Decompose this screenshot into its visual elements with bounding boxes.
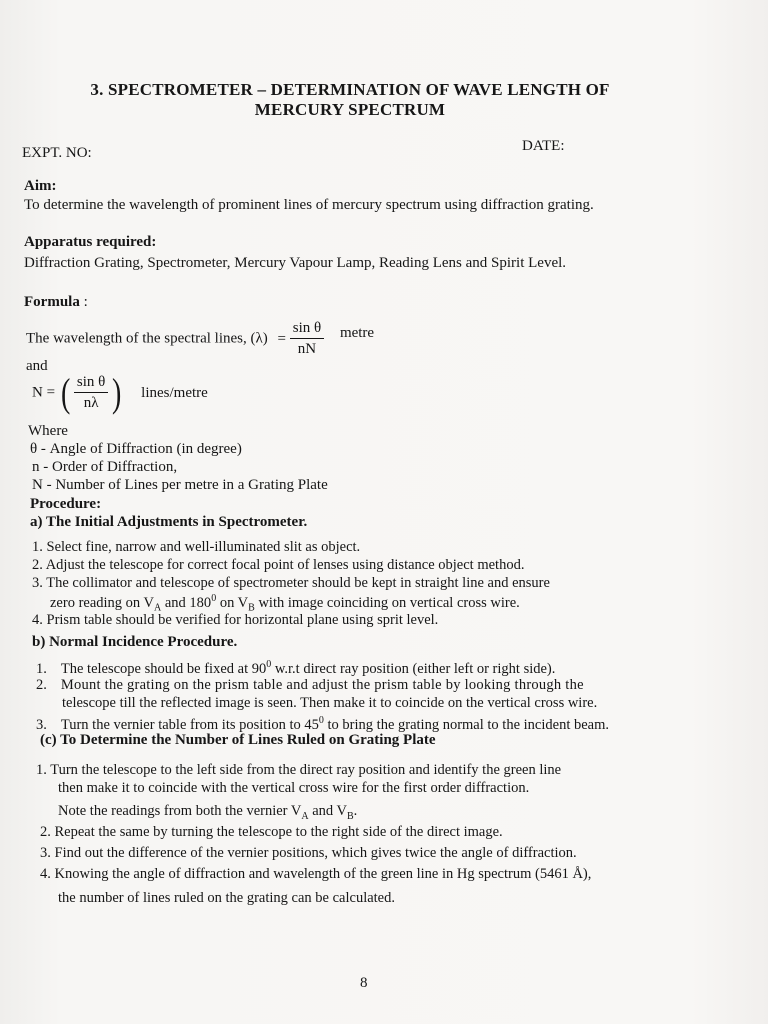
formula-n-unit: lines/metre bbox=[141, 384, 208, 401]
aim-text: To determine the wavelength of prominent lines of mercury spectrum using diffraction grating. bbox=[24, 197, 594, 213]
a3-text-3: on V bbox=[216, 594, 249, 611]
procedure-a-item: 1. Select fine, narrow and well-illuminated slit as object. bbox=[32, 539, 361, 555]
formula-n-numerator: sin θ bbox=[74, 372, 108, 393]
procedure-heading: Procedure: bbox=[30, 496, 102, 512]
where-item: N - Number of Lines per metre in a Grating Plate bbox=[32, 477, 328, 493]
formula-n-fraction bbox=[74, 372, 108, 413]
procedure-c-item: 4. Knowing the angle of diffraction and wavelength of the green line in Hg spectrum (5461 Å), bbox=[40, 866, 592, 882]
b3-sup: 0 bbox=[318, 715, 324, 726]
procedure-c-item: 3. Find out the difference of the vernier positions, which gives twice the angle of diffraction. bbox=[40, 845, 577, 861]
formula-denominator: nN bbox=[297, 341, 317, 357]
b1-text-2: w.r.t direct ray position (either left or right side). bbox=[271, 660, 556, 677]
a3-text-1: zero reading on V bbox=[50, 594, 155, 611]
procedure-a-item: 4. Prism table should be verified for horizontal plane using sprit level. bbox=[32, 612, 439, 628]
close-paren-icon: ) bbox=[112, 369, 122, 415]
procedure-c-note bbox=[58, 803, 357, 822]
procedure-a-item: 2. Adjust the telescope for correct focal point of lenses using distance object method. bbox=[32, 557, 525, 573]
formula-heading-colon: : bbox=[79, 294, 88, 310]
formula-fraction bbox=[290, 318, 324, 359]
procedure-b-item bbox=[36, 677, 584, 694]
formula-n-prefix: N = bbox=[32, 384, 56, 401]
formula-heading bbox=[24, 294, 88, 311]
expt-no-label: EXPT. NO: bbox=[22, 145, 92, 161]
formula-unit: metre bbox=[339, 324, 375, 341]
procedure-b-item bbox=[36, 659, 555, 678]
formula-heading-label: Formula bbox=[24, 294, 80, 310]
b2-number: 2. bbox=[36, 677, 47, 693]
formula-equals: = bbox=[277, 330, 286, 347]
c1-note-text-1: Note the readings from both the vernier V bbox=[58, 803, 302, 819]
procedure-a-item-continuation bbox=[50, 593, 520, 614]
procedure-b-item bbox=[36, 715, 609, 734]
procedure-b-heading: b) Normal Incidence Procedure. bbox=[32, 634, 238, 650]
a3-sub-2: B bbox=[248, 602, 255, 614]
b3-number: 3. bbox=[36, 716, 47, 733]
formula-lines-per-metre bbox=[32, 369, 208, 415]
b1-number: 1. bbox=[36, 660, 47, 677]
a3-sub-1: A bbox=[154, 602, 162, 614]
date-label: DATE: bbox=[522, 138, 565, 154]
apparatus-text: Diffraction Grating, Spectrometer, Mercury Vapour Lamp, Reading Lens and Spirit Level. bbox=[24, 255, 567, 271]
procedure-c-heading: (c) To Determine the Number of Lines Ruled on Grating Plate bbox=[40, 732, 436, 748]
procedure-c-item-continuation: the number of lines ruled on the grating can be calculated. bbox=[58, 890, 395, 906]
b1-text-1: The telescope should be fixed at 90 bbox=[60, 660, 267, 677]
where-item: θ - Angle of Diffraction (in degree) bbox=[30, 441, 242, 457]
formula-wavelength-prefix: The wavelength of the spectral lines, (λ) bbox=[26, 330, 268, 347]
procedure-a-item: 3. The collimator and telescope of spectrometer should be kept in straight line and ensure bbox=[32, 575, 550, 591]
c1-note-sub-2: B bbox=[346, 810, 354, 822]
a3-text-4: with image coinciding on vertical cross wire. bbox=[254, 594, 520, 611]
c1-note-text-2: and V bbox=[308, 803, 347, 819]
open-paren-icon: ( bbox=[60, 369, 71, 415]
formula-and: and bbox=[26, 358, 48, 374]
page-title-line-1: 3. SPECTROMETER – DETERMINATION OF WAVE LENGTH OF bbox=[90, 80, 610, 99]
where-item: n - Order of Diffraction, bbox=[32, 459, 178, 475]
a3-text-2: and 180 bbox=[161, 594, 212, 611]
b3-text-1: Turn the vernier table from its position to 45 bbox=[60, 716, 319, 733]
apparatus-heading: Apparatus required: bbox=[24, 234, 157, 250]
page-title-line-2: MERCURY SPECTRUM bbox=[254, 100, 446, 119]
formula-wavelength bbox=[26, 318, 374, 359]
b3-text-2: to bring the grating normal to the incident beam. bbox=[323, 716, 609, 733]
c1-note-sub-1: A bbox=[301, 810, 309, 822]
where-heading: Where bbox=[28, 423, 68, 439]
procedure-c-item: 1. Turn the telescope to the left side from the direct ray position and identify the green line bbox=[36, 762, 562, 778]
formula-n-denominator: nλ bbox=[83, 395, 99, 411]
c1-note-text-3: . bbox=[353, 803, 358, 819]
procedure-c-item: 2. Repeat the same by turning the telescope to the right side of the direct image. bbox=[40, 824, 503, 840]
procedure-a-heading: a) The Initial Adjustments in Spectrometer. bbox=[30, 514, 308, 530]
formula-numerator: sin θ bbox=[290, 318, 324, 339]
procedure-b-item-continuation: telescope till the reflected image is seen. Then make it to coincide on the vertical cross wire. bbox=[62, 695, 598, 711]
page-number: 8 bbox=[360, 975, 368, 991]
procedure-c-item-continuation: then make it to coincide with the vertical cross wire for the first order diffraction. bbox=[58, 780, 530, 796]
b1-sup: 0 bbox=[266, 659, 272, 670]
aim-heading: Aim: bbox=[24, 178, 57, 194]
a3-sup: 0 bbox=[211, 593, 217, 604]
b2-text: Mount the grating on the prism table and adjust the prism table by looking through the bbox=[60, 677, 584, 693]
